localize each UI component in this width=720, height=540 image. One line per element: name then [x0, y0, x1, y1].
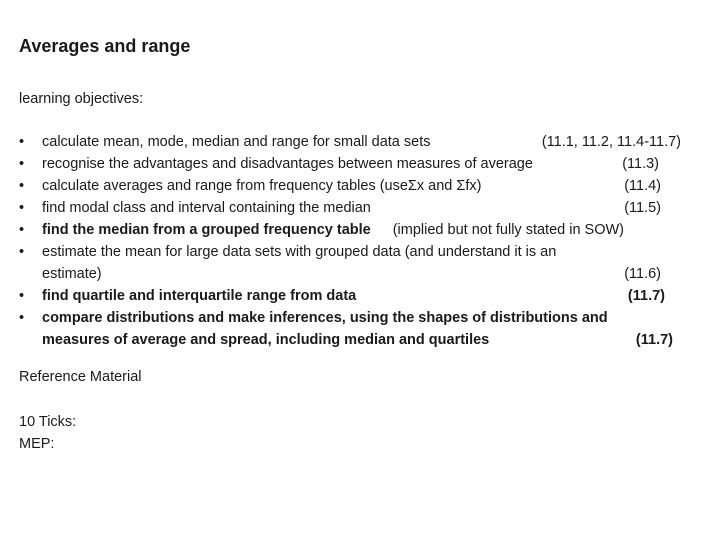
objective-text: estimate the mean for large data sets with grouped data (and understand it is an — [42, 244, 557, 260]
objective-text: calculate averages and range from frequency tables (useΣx and Σfx) — [42, 178, 482, 194]
bullet-icon: • — [19, 200, 25, 216]
bullet-icon: • — [19, 156, 25, 172]
objectives-list — [19, 131, 699, 351]
objective-text: compare distributions and make inferences, using the shapes of distributions and — [42, 310, 608, 326]
reference-heading: Reference Material — [19, 369, 142, 385]
objective-item — [19, 175, 699, 197]
reference-list — [19, 411, 76, 455]
objective-text: find the median from a grouped frequency table — [42, 222, 371, 238]
objective-ref: (11.5) — [624, 200, 661, 216]
bullet-icon: • — [19, 288, 25, 304]
objective-ref: (11.7) — [635, 332, 673, 348]
objective-text: find quartile and interquartile range from data — [42, 288, 357, 304]
objective-item — [19, 153, 699, 175]
bullet-icon: • — [19, 178, 25, 194]
objective-item — [19, 131, 699, 153]
objectives-heading: learning objectives: — [19, 91, 144, 107]
objective-text: find modal class and interval containing the median — [42, 200, 371, 216]
bullet-icon: • — [19, 310, 25, 326]
objective-ref: (11.3) — [622, 156, 659, 172]
objective-item — [19, 241, 699, 285]
objective-ref: (11.1, 11.2, 11.4-11.7) — [541, 134, 681, 150]
objective-item — [19, 307, 699, 351]
objective-ref: (11.6) — [624, 266, 661, 282]
objective-note: (implied but not fully stated in SOW) — [392, 222, 625, 238]
objective-text: calculate mean, mode, median and range for small data sets — [42, 134, 431, 150]
objective-text-cont: measures of average and spread, including median and quartiles — [42, 332, 490, 348]
bullet-icon: • — [19, 244, 25, 260]
objective-item — [19, 285, 699, 307]
reference-item: MEP: — [19, 436, 55, 452]
objective-item — [19, 219, 699, 241]
bullet-icon: • — [19, 222, 25, 238]
bullet-icon: • — [19, 134, 25, 150]
objective-ref: (11.7) — [627, 288, 665, 304]
objective-item — [19, 197, 699, 219]
reference-item: 10 Ticks: — [19, 414, 77, 430]
page-title: Averages and range — [19, 36, 191, 56]
objective-text: recognise the advantages and disadvantages between measures of average — [42, 156, 533, 172]
objective-text-cont: estimate) — [42, 266, 102, 282]
objective-ref: (11.4) — [624, 178, 661, 194]
